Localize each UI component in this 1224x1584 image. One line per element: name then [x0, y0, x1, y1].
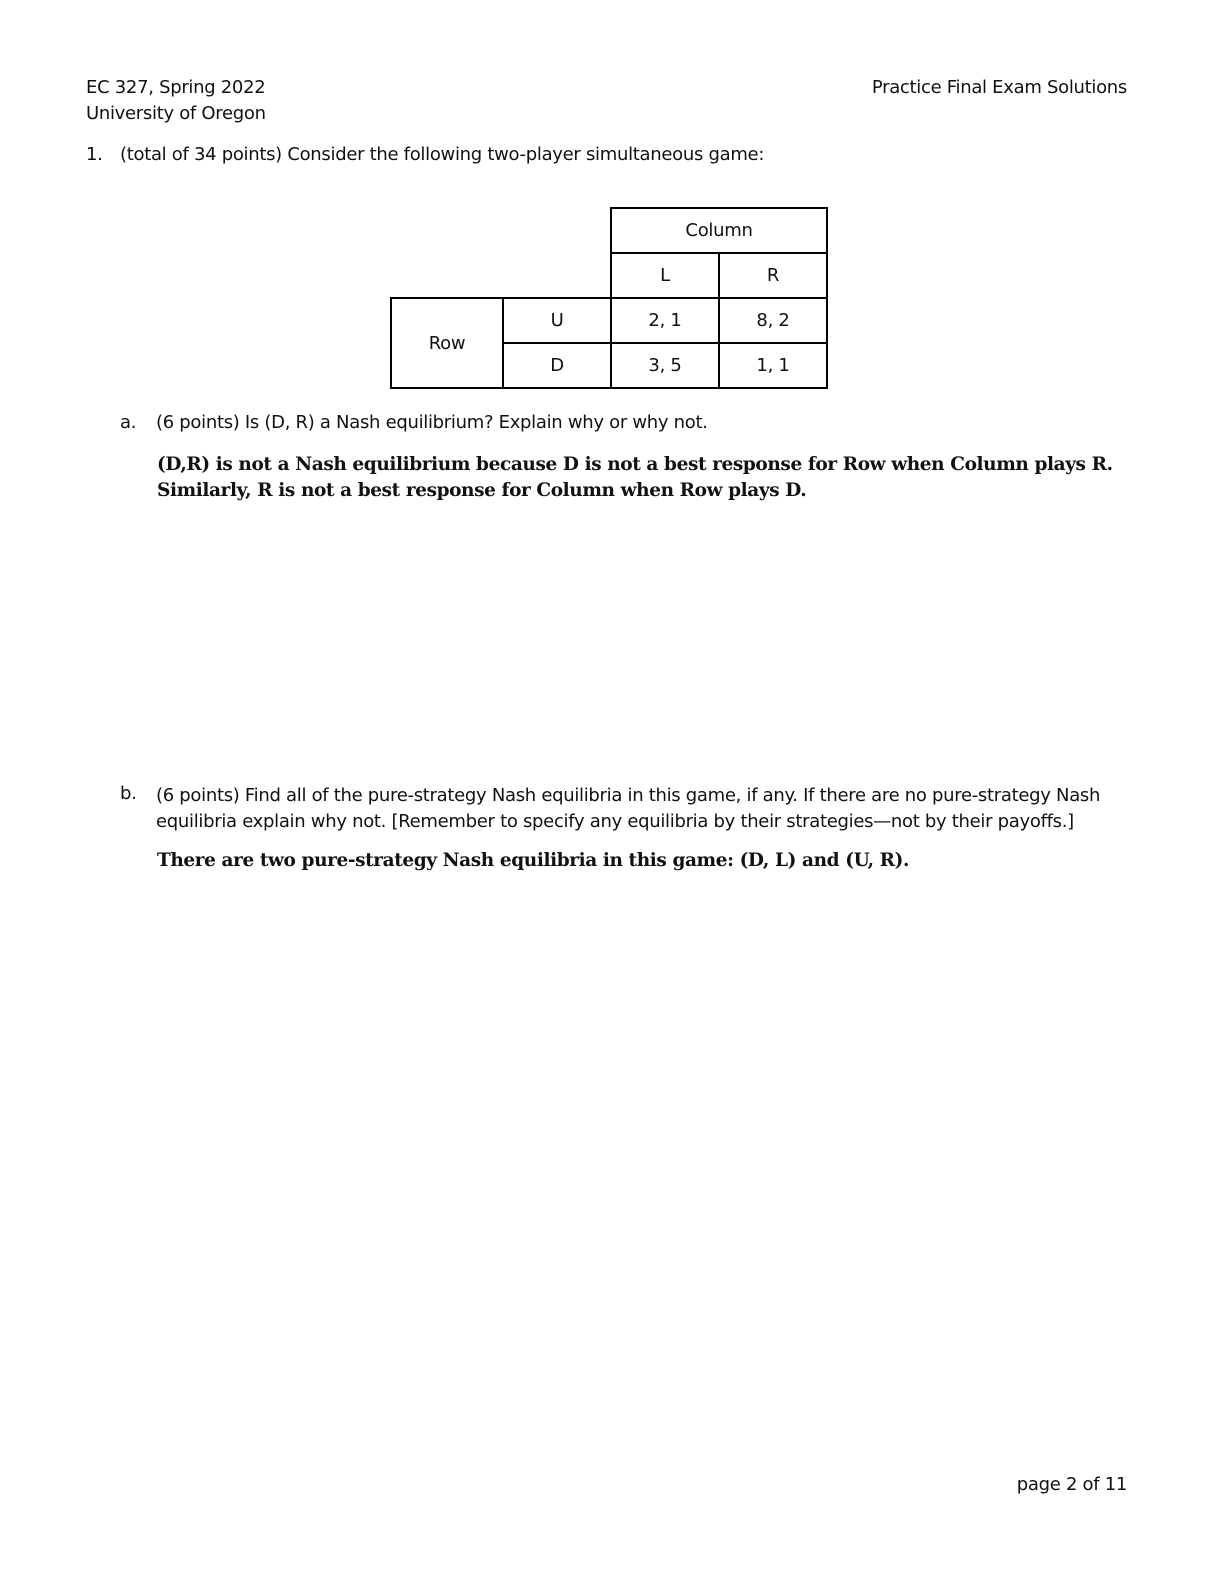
part-b-question: (6 points) Find all of the pure-strategy Nash equilibria in this game, if any. If there are no pure-strategy Nash equilibria explain why not. [Remember to specify any equilibria by their strategies—not by their payoffs.]: [156, 785, 1101, 832]
header-left: [86, 75, 266, 127]
answer-line: (D,R) is not a Nash equilibrium because D is not a best response for Row when Column plays R.: [157, 454, 1113, 475]
payoff-cell: 2, 1: [611, 298, 719, 343]
payoff-cell: 8, 2: [719, 298, 827, 343]
part-b-label: b.: [120, 783, 137, 804]
row-player-label: Row: [391, 298, 503, 388]
answer-line: Similarly, R is not a best response for Column when Row plays D.: [157, 480, 807, 501]
part-a-answer: [157, 452, 1117, 504]
question-number: 1.: [86, 144, 103, 165]
column-strategy-l: L: [611, 253, 719, 298]
row-strategy-u: U: [503, 298, 611, 343]
row-strategy-d: D: [503, 343, 611, 388]
column-player-label: Column: [611, 208, 827, 253]
payoff-cell: 1, 1: [719, 343, 827, 388]
payoff-cell: 3, 5: [611, 343, 719, 388]
payoff-matrix: [390, 207, 828, 389]
part-a-question: (6 points) Is (D, R) a Nash equilibrium? Explain why or why not.: [156, 412, 708, 433]
page-number: page 2 of 11: [1016, 1474, 1127, 1495]
part-b-answer: There are two pure-strategy Nash equilibria in this game: (D, L) and (U, R).: [157, 850, 910, 871]
part-a: [120, 412, 708, 433]
question-text: (total of 34 points) Consider the following two-player simultaneous game:: [120, 144, 765, 165]
part-b: [120, 783, 1126, 835]
course-title: EC 327, Spring 2022: [86, 77, 266, 98]
part-a-label: a.: [120, 412, 137, 433]
document-title: Practice Final Exam Solutions: [871, 77, 1127, 98]
question-1: [86, 144, 764, 165]
university-name: University of Oregon: [86, 103, 266, 124]
column-strategy-r: R: [719, 253, 827, 298]
